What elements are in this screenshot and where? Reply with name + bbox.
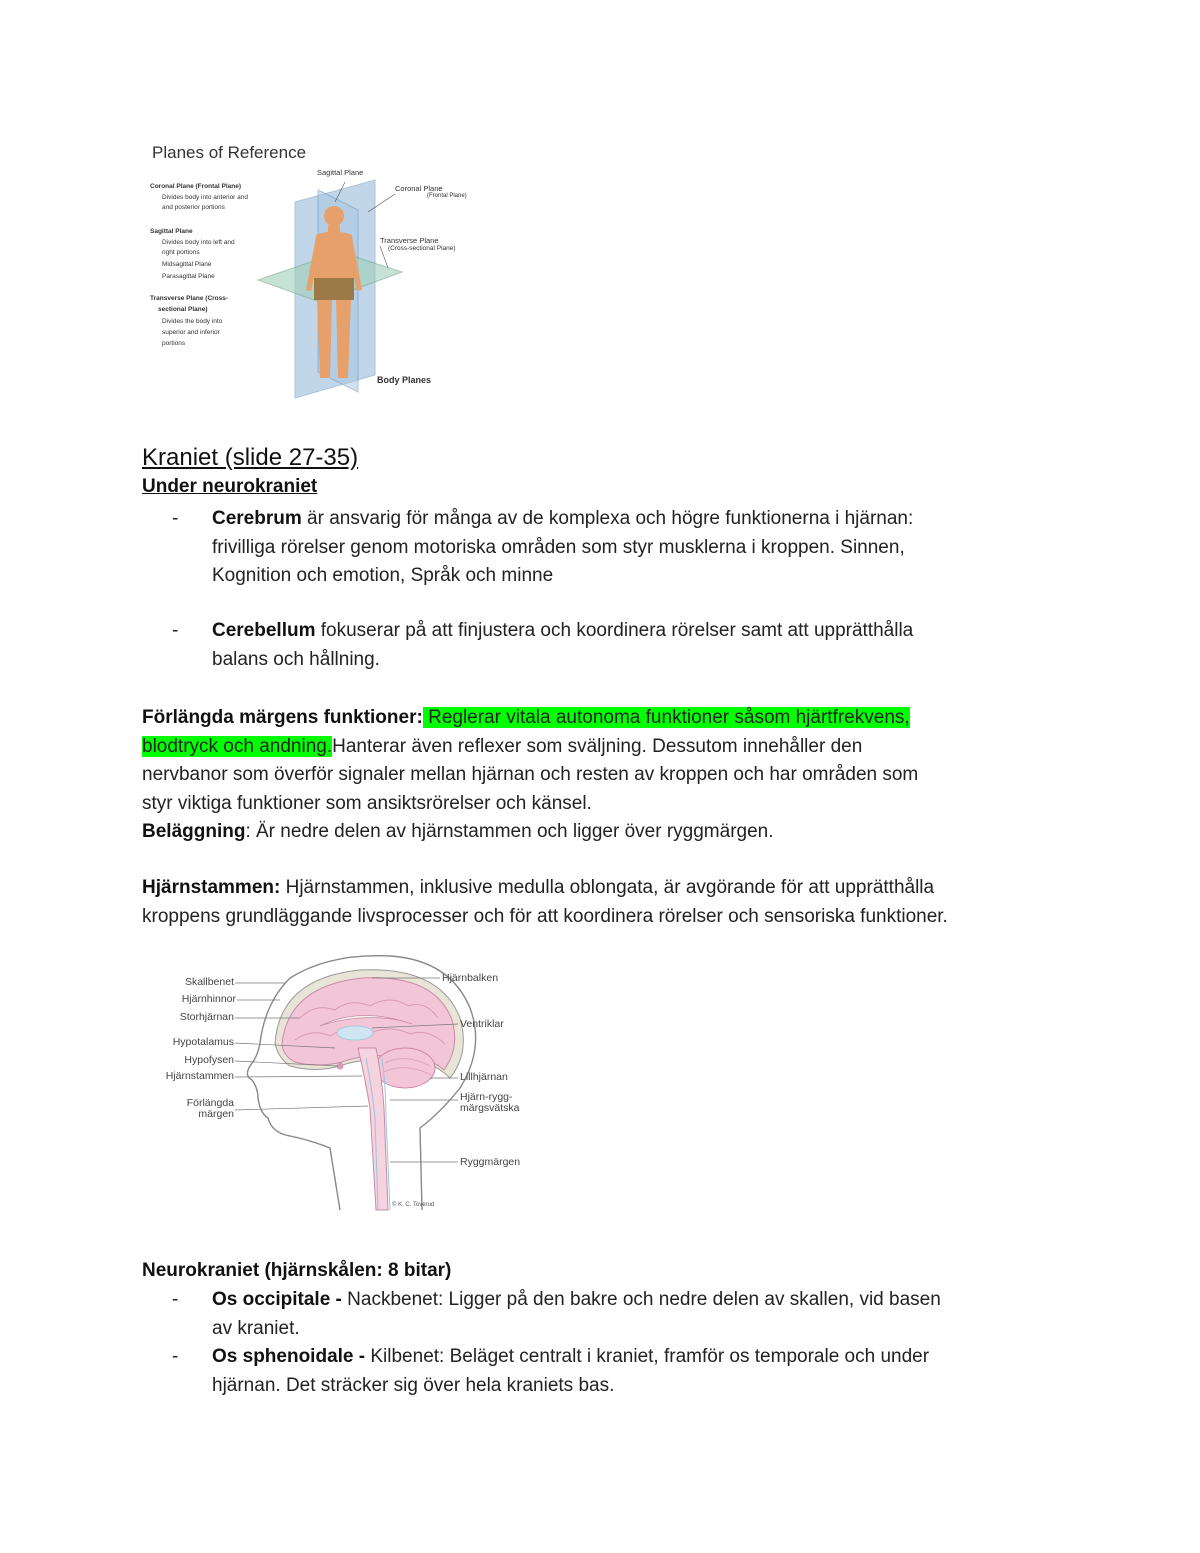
list-item	[172, 617, 1072, 674]
planes-of-reference-figure	[140, 140, 490, 402]
label-coronal-sub: (Frontal Plane)	[427, 193, 467, 199]
bullet-dash: -	[172, 620, 179, 641]
figure-bullet: Divides body into left and	[162, 239, 235, 246]
brain-figure	[140, 948, 540, 1216]
highlighted-text: Reglerar vitala autonoma funktioner såsom hjärtfrekvens,	[422, 707, 910, 728]
list-item-text: balans och hållning.	[212, 648, 380, 670]
label-storhjarnan: Storhjärnan	[179, 1011, 234, 1023]
term-cerebellum: Cerebellum	[212, 620, 316, 641]
figure-bullet: Sagittal Plane	[150, 228, 193, 235]
label-hjarnstammen: Hjärnstammen	[165, 1070, 234, 1082]
paragraph-text: Hanterar även reflexer som sväljning. Dessutom innehåller den	[332, 735, 863, 757]
paragraph-forlangda-margen	[142, 704, 1082, 847]
figure-bullet: Parasagittal Plane	[162, 273, 215, 280]
figure-bullet: sectional Plane)	[158, 306, 208, 313]
figure-bullet: Divides body into anterior and	[162, 194, 248, 201]
list-item-text: hjärnan. Det sträcker sig över hela kraniets bas.	[212, 1374, 615, 1396]
term-hjarnstammen: Hjärnstammen:	[142, 877, 281, 898]
highlighted-text: blodtryck och andning.	[142, 735, 333, 757]
label-margsvatska: märgsvätska	[460, 1102, 520, 1114]
list-item	[172, 1286, 1072, 1343]
paragraph-hjarnstammen	[142, 874, 1082, 931]
paragraph-text: nervbanor som överför signaler mellan hjärnan och resten av kroppen och har områden som	[142, 764, 919, 785]
bullet-dash: -	[172, 508, 179, 529]
list-item-text: frivilliga rörelser genom motoriska områden som styr musklerna i kroppen. Sinnen,	[212, 536, 905, 558]
figure-bullet: right portions	[162, 249, 200, 256]
term-forlangda-margen: Förlängda märgens funktioner:	[142, 707, 423, 728]
figure-bullet: Coronal Plane (Frontal Plane)	[150, 183, 242, 190]
list-item	[172, 1343, 1072, 1400]
bullet-dash: -	[172, 1346, 179, 1367]
label-hypotalamus: Hypotalamus	[172, 1036, 234, 1048]
figure-bullet: and posterior portions	[162, 204, 225, 211]
label-hjarn-rygg: Hjärn-rygg-	[460, 1091, 513, 1103]
figure-copyright: © K. C. Toverud	[392, 1202, 435, 1208]
figure-caption: Body Planes	[377, 375, 432, 385]
label-skallbenet: Skallbenet	[184, 976, 234, 988]
list-item-text: av kraniet.	[212, 1317, 300, 1339]
paragraph-text: kroppens grundläggande livsprocesser och för att koordinera rörelser och sensoriska funktioner.	[142, 905, 948, 927]
paragraph-text: styr viktiga funktioner som ansiktsrörelser och känsel.	[142, 792, 592, 814]
figure-title: Planes of Reference	[152, 143, 307, 162]
paragraph-text: Hjärnstammen, inklusive medulla oblongata, är avgörande för att upprätthålla	[280, 877, 935, 898]
label-lillhjarnan: Lillhjärnan	[460, 1071, 508, 1083]
label-hjarnhinnor: Hjärnhinnor	[181, 993, 236, 1005]
figure-bullet: Divides the body into	[162, 318, 223, 325]
list-item-text: Kognition och emotion, Språk och minne	[212, 565, 554, 586]
label-ryggmargen: Ryggmärgen	[460, 1156, 521, 1168]
label-hypofysen: Hypofysen	[184, 1054, 234, 1066]
figure-bullet: Midsagittal Plane	[162, 261, 212, 268]
figure-bullet: superior and inferior	[162, 329, 220, 336]
list-item-text: är ansvarig för många av de komplexa och högre funktionerna i hjärnan:	[301, 508, 914, 529]
term-belaggning: Beläggning	[142, 821, 246, 842]
label-forlangda: Förlängda	[186, 1097, 234, 1109]
list-item-text: Nackbenet: Ligger på den bakre och nedre delen av skallen, vid basen	[341, 1289, 941, 1310]
label-margen: märgen	[198, 1108, 234, 1120]
label-transverse-plane: Transverse Plane	[380, 236, 439, 245]
term-os-sphenoidale: Os sphenoidale -	[212, 1346, 366, 1367]
label-sagittal-plane: Sagittal Plane	[317, 168, 364, 177]
list-item	[172, 505, 1072, 591]
section-heading-neurokraniet: Neurokraniet (hjärnskålen: 8 bitar)	[142, 1260, 452, 1281]
paragraph-text: : Är nedre delen av hjärnstammen och ligger över ryggmärgen.	[245, 821, 774, 842]
body-planes-illustration	[140, 140, 490, 402]
label-transverse-sub: (Cross-sectional Plane)	[388, 245, 456, 252]
list-item-text: fokuserar på att finjustera och koordinera rörelser samt att upprätthålla	[315, 620, 914, 641]
label-hjarnbalken: Hjärnbalken	[442, 972, 499, 984]
term-os-occipitale: Os occipitale -	[212, 1289, 342, 1310]
bullet-dash: -	[172, 1289, 179, 1310]
subheading-under-neurokraniet: Under neurokraniet	[142, 476, 318, 497]
figure-bullet: Transverse Plane (Cross-	[150, 295, 229, 302]
list-item-text: Kilbenet: Beläget centralt i kraniet, framför os temporale och under	[365, 1346, 930, 1367]
figure-bullet: portions	[162, 340, 186, 347]
label-coronal-plane: Coronal Plane	[395, 184, 443, 193]
label-ventriklar: Ventriklar	[460, 1018, 504, 1030]
term-cerebrum: Cerebrum	[212, 508, 302, 529]
section-heading-kraniet: Kraniet (slide 27-35)	[142, 444, 359, 471]
